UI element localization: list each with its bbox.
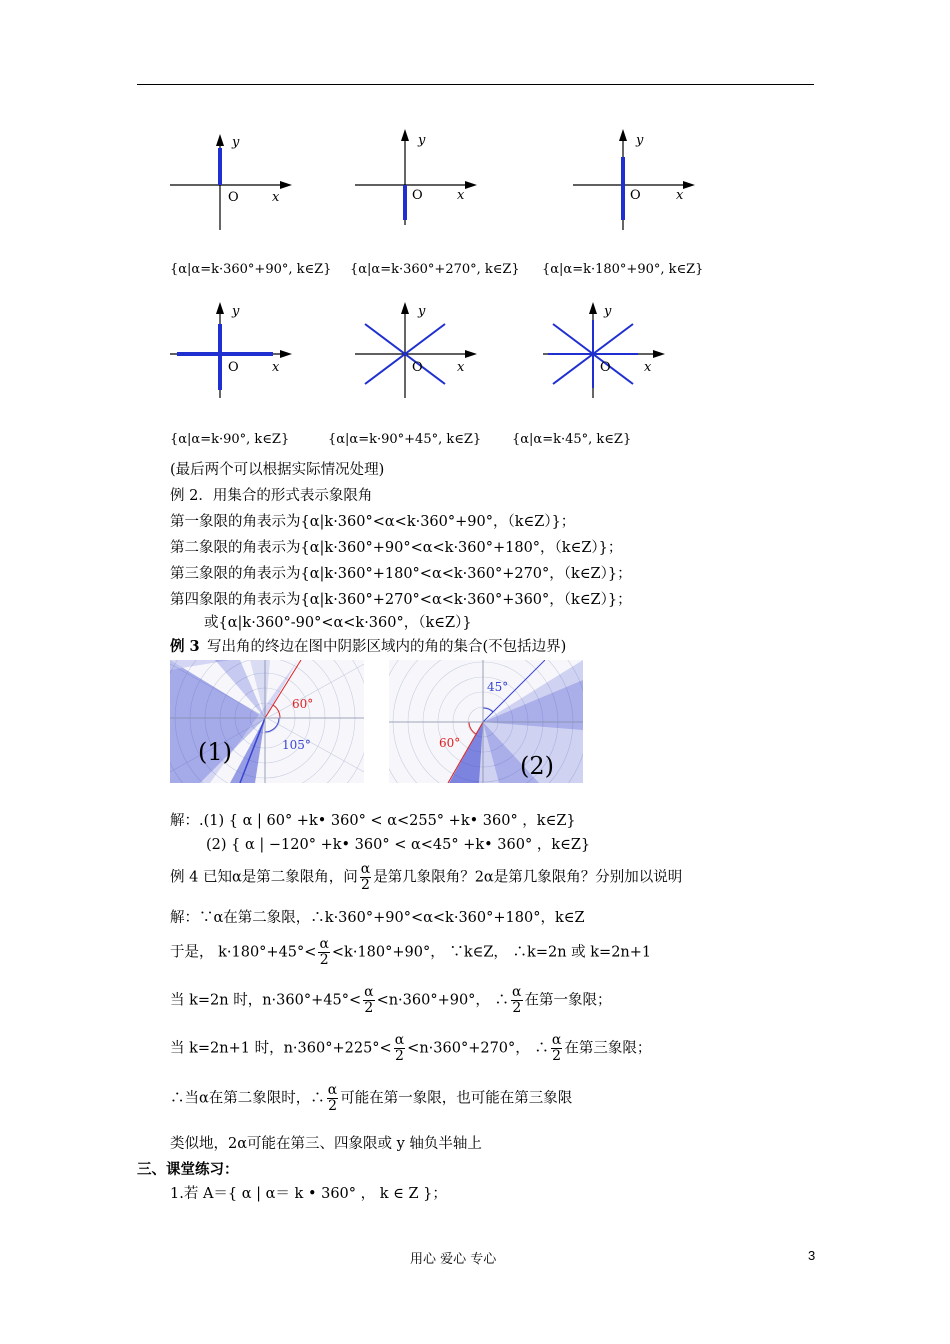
figure-1-angle-blue: 105° — [282, 738, 311, 752]
axis-label-x: x — [457, 360, 465, 375]
quadrant-1-set: 第一象限的角表示为{α|k·360°<α<k·360°+90°，（k∈Z）}； — [170, 514, 576, 530]
set-caption: {α|α=k·90°+45°, k∈Z} — [328, 432, 482, 447]
example-4-solution-3: 当 k=2n 时，n·360°+45°< $\frac{\alpha}{2}$ <n·360°+90°， ∴ $\frac{\alpha}{2}$ 在第一象限； — [170, 984, 612, 1016]
quadrant-4-alt: 或{α|k·360°-90°<α<k·360°，（k∈Z）} — [204, 615, 472, 631]
origin-label: O — [228, 190, 239, 205]
solution-3-line-2: (2) { α | −120° +k• 360° < α<45° +k• 360° ，k∈Z} — [206, 837, 591, 853]
origin-label: O — [412, 360, 423, 375]
quadrant-2-set: 第二象限的角表示为{α|k·360°+90°<α<k·360°+180°，（k∈Z）}； — [170, 540, 623, 556]
axis-label-x: x — [272, 360, 280, 375]
page-number: 3 — [808, 1248, 816, 1263]
example-2-title: 例 2．用集合的形式表示象限角 — [170, 488, 373, 504]
origin-label: O — [412, 188, 423, 203]
example-4-question — [170, 862, 682, 893]
set-caption: {α|α=k·360°+270°, k∈Z} — [350, 262, 520, 277]
origin-label: O — [228, 360, 239, 375]
axis-label-y: y — [232, 135, 240, 150]
axis-label-y: y — [636, 133, 644, 148]
fraction-alpha-over-2: $\frac{\alpha}{2}$ — [360, 861, 371, 893]
solution-3-line-1: 解：.(1) { α | 60° +k• 360° < α<255° +k• 360° ，k∈Z} — [170, 813, 576, 829]
origin-label: O — [600, 360, 611, 375]
example-4-solution-6: 类似地，2α可能在第三、四象限或 y 轴负半轴上 — [170, 1136, 482, 1152]
example-3-label: 例 3 — [170, 638, 200, 655]
set-caption: {α|α=k·90°, k∈Z} — [170, 432, 290, 447]
axis-label-x: x — [644, 360, 652, 375]
set-caption: {α|α=k·45°, k∈Z} — [512, 432, 632, 447]
example-4-solution-1: 解：∵α在第二象限，∴k·360°+90°<α<k·360°+180°，k∈Z — [170, 910, 585, 926]
set-caption: {α|α=k·360°+90°, k∈Z} — [170, 262, 332, 277]
set-caption: {α|α=k·180°+90°, k∈Z} — [542, 262, 704, 277]
axis-label-y: y — [418, 133, 426, 148]
exercise-1: 1.若 A＝{ α | α＝ k • 360° ， k ∈ Z }； — [170, 1186, 447, 1202]
example-4-solution-2: 于是， k·180°+45°< $\frac{\alpha}{2}$ <k·180°+90°， ∵k∈Z， ∴k=2n 或 k=2n+1 — [170, 936, 652, 968]
figure-1-angle-red: 60° — [292, 697, 314, 711]
example-4-solution-5: ∴当α在第二象限时，∴ $\frac{\alpha}{2}$ 可能在第一象限，也可能在第三象限 — [170, 1082, 573, 1114]
axis-label-y: y — [418, 304, 426, 319]
figure-2-angle-red: 60° — [439, 736, 461, 750]
origin-label: O — [630, 188, 641, 203]
figure-2-angle-blue: 45° — [487, 680, 509, 694]
quadrant-4-set: 第四象限的角表示为{α|k·360°+270°<α<k·360°+360°，（k∈Z）}； — [170, 592, 632, 608]
note-text: (最后两个可以根据实际情况处理) — [170, 462, 385, 478]
axis-label-x: x — [272, 190, 280, 205]
axis-label-y: y — [232, 304, 240, 319]
figure-2-label: (2) — [520, 752, 554, 780]
example-3-text: 写出角的终边在图中阴影区域内的角的集合(不包括边界) — [207, 639, 567, 655]
quadrant-3-set: 第三象限的角表示为{α|k·360°+180°<α<k·360°+270°，（k∈Z）}； — [170, 566, 632, 582]
header-rule — [137, 84, 814, 85]
axis-label-y: y — [604, 304, 612, 319]
example-4-solution-4: 当 k=2n+1 时，n·360°+225°< $\frac{\alpha}{2}$ <n·360°+270°， ∴ $\frac{\alpha}{2}$ 在第三象限； — [170, 1032, 652, 1064]
axis-label-x: x — [676, 188, 684, 203]
example-4-text: 是第几象限角？2α是第几象限角？分别加以说明 — [373, 869, 683, 886]
axis-label-x: x — [457, 188, 465, 203]
figure-1-label: (1) — [198, 738, 232, 766]
footer-motto: 用心 爱心 专心 — [410, 1252, 497, 1267]
example-4-text: 例 4 已知α是第二象限角，问 — [170, 869, 358, 886]
section-3-title: 三、课堂练习： — [137, 1161, 239, 1178]
